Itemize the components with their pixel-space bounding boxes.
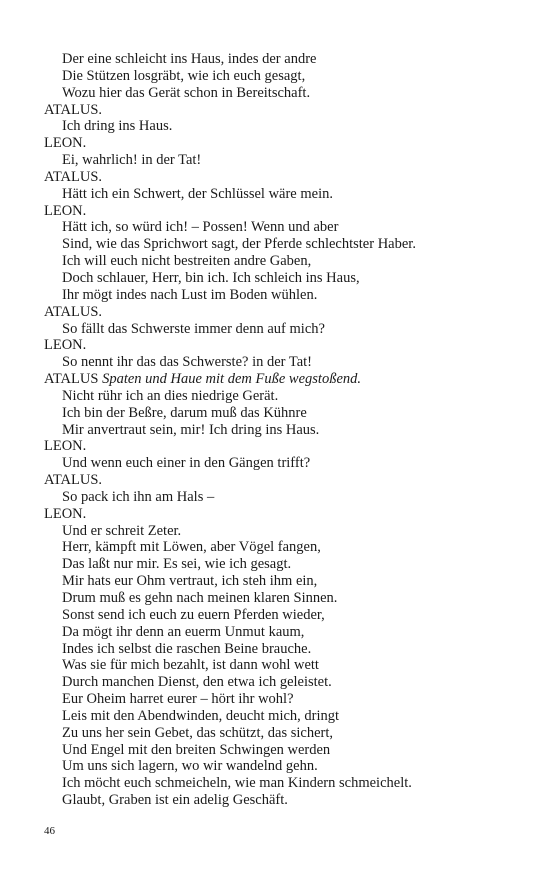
verse-line: Um uns sich lagern, wo wir wandelnd gehn.	[62, 758, 318, 775]
verse-line: Ihr mögt indes nach Lust im Boden wühlen.	[62, 286, 318, 303]
speaker-name: LEON.	[44, 135, 87, 152]
verse-line: Und er schreit Zeter.	[62, 522, 182, 539]
verse-line: Da mögt ihr denn an euerm Unmut kaum,	[62, 623, 305, 640]
verse-line: Sind, wie das Sprichwort sagt, der Pferde schlechtster Haber.	[62, 236, 416, 253]
speaker-line	[44, 304, 524, 321]
verse-line: Mir hats eur Ohm vertraut, ich steh ihm ein,	[62, 573, 318, 590]
speaker-line	[44, 506, 524, 523]
verse-line: Drum muß es gehn nach meinen klaren Sinnen.	[62, 590, 338, 606]
verse-line: Zu uns her sein Gebet, das schützt, das sichert,	[62, 724, 333, 741]
verse-line: Nicht rühr ich an dies niedrige Gerät.	[62, 387, 279, 404]
verse-line: Mir anvertraut sein, mir! Ich dring ins Haus.	[62, 421, 320, 438]
speaker-name: ATALUS.	[44, 168, 103, 185]
verse-line: Ich will euch nicht bestreiten andre Gaben,	[62, 253, 312, 270]
verse-line: Leis mit den Abendwinden, deucht mich, dringt	[62, 707, 340, 724]
verse-line: Glaubt, Graben ist ein adelig Geschäft.	[62, 792, 288, 809]
speaker-name: ATALUS.	[44, 303, 103, 320]
speaker-name: LEON.	[44, 337, 87, 354]
speaker-line	[44, 102, 524, 119]
verse-line: Und wenn euch einer in den Gängen trifft?	[62, 455, 311, 472]
speaker-name: LEON.	[44, 438, 87, 455]
stage-direction: Spaten und Haue mit dem Fuße wegstoßend.	[102, 371, 362, 388]
verse-line: Hätt ich ein Schwert, der Schlüssel wäre mein.	[62, 185, 333, 202]
speaker-line	[44, 337, 524, 354]
speaker-name: ATALUS.	[44, 472, 103, 489]
speaker-line	[44, 203, 524, 220]
verse-line: Ei, wahrlich! in der Tat!	[62, 152, 202, 169]
verse-line: Doch schlauer, Herr, bin ich. Ich schleich ins Haus,	[62, 269, 360, 286]
verse-line: Indes ich selbst die raschen Beine brauche.	[62, 640, 312, 657]
drama-text	[44, 51, 524, 809]
verse-line: Was sie für mich bezahlt, ist dann wohl wett	[62, 657, 319, 674]
verse-line: Und Engel mit den breiten Schwingen werden	[62, 741, 331, 758]
verse-line: Das laßt nur mir. Es sei, wie ich gesagt.	[62, 556, 292, 573]
speaker-line	[44, 135, 524, 152]
verse-line: So pack ich ihn am Hals –	[62, 488, 215, 505]
speaker-line	[44, 472, 524, 489]
verse-line: Die Stützen losgräbt, wie ich euch gesagt,	[62, 67, 306, 84]
speaker-name: ATALUS	[44, 371, 99, 388]
verse-line: Eur Oheim harret eurer – hört ihr wohl?	[62, 691, 294, 708]
verse-line: Sonst send ich euch zu euern Pferden wieder,	[62, 606, 325, 623]
verse-line: Hätt ich, so würd ich! – Possen! Wenn und aber	[62, 219, 339, 236]
verse-line: Durch manchen Dienst, den etwa ich geleistet.	[62, 674, 332, 691]
speaker-name: LEON.	[44, 202, 87, 219]
verse-line: Ich dring ins Haus.	[62, 118, 173, 135]
speaker-line	[44, 371, 524, 388]
verse-line: So nennt ihr das das Schwerste? in der Tat!	[62, 354, 312, 371]
verse-line: Herr, kämpft mit Löwen, aber Vögel fangen,	[62, 539, 321, 556]
speaker-line	[44, 438, 524, 455]
verse-line: Ich möcht euch schmeicheln, wie man Kindern schmeichelt.	[62, 775, 412, 792]
speaker-name: LEON.	[44, 505, 87, 522]
page-number: 46	[44, 825, 55, 837]
speaker-line	[44, 169, 524, 186]
verse-line: Wozu hier das Gerät schon in Bereitschaft.	[62, 84, 311, 101]
verse-line: So fällt das Schwerste immer denn auf mich?	[62, 320, 325, 337]
verse-line: Ich bin der Beßre, darum muß das Kühnre	[62, 404, 307, 421]
verse-line: Der eine schleicht ins Haus, indes der andre	[62, 51, 317, 67]
speaker-name: ATALUS.	[44, 101, 103, 118]
